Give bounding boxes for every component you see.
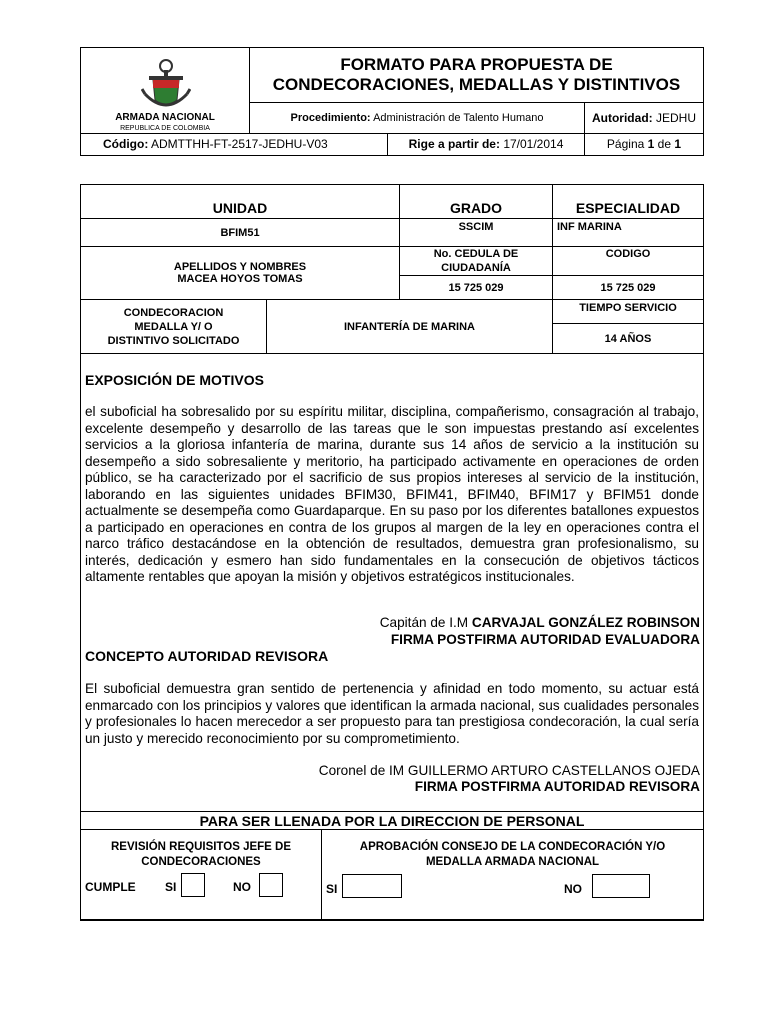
condecoracion-value: INFANTERÍA DE MARINA [267,300,553,354]
cedula-label-line1: No. CEDULA DE [433,248,519,260]
aprobacion-title-line2: MEDALLA ARMADA NACIONAL [425,856,600,868]
effective-value: 17/01/2014 [503,137,564,152]
especialidad-label: ESPECIALIDAD [553,185,704,219]
authority-cell [585,102,704,133]
aprobacion-si-box[interactable] [342,874,402,898]
procedure-label: Procedimiento: [290,111,371,124]
revision-si-label: SI [165,880,177,894]
revision-title-line1: REVISIÓN REQUISITOS JEFE DE [111,841,291,853]
apellidos-value: MACEA HOYOS TOMAS [177,273,303,285]
reviewer-role: FIRMA POSTFIRMA AUTORIDAD REVISORA [414,779,700,794]
code-cell [81,133,388,155]
motivos-text: el suboficial ha sobresalido por su espíritu militar, disciplina, compañerismo, consagración al trabajo, excelente desempeño y desarrollo de las tareas que le son impuestas prestando así excelentes servicios a la gloriosa infantería de marina, durante sus 14 años de servicio a la institución su desempeño a sido sobresaliente y meritorio, ha participado activamente en operaciones de orden público, se ha caracterizado por el sacrificio de sus propios intereses al servicio de la institución, laborando en las siguientes unidades BFIM30, BFIM41, BFIM40, BFIM17 y BFIM51 donde actualmente se desempeña como Guardaparque. En su paso por los diferentes batallones expuestos a participado en operaciones en contra de los grupos al margen de la ley en operaciones contra el narco tráfico destacándose en la obtención de resultados, demuestra gran profesionalismo, su interés, dedicación y esmero han sido fundamentales en la consecución de objetivos tácticos altamente rentables que apoyan la misión y objetivos estratégicos institucionales. [85,404,699,584]
effective-date-cell [388,133,585,155]
page-current: 1 [647,137,655,152]
code-label: Código: [103,137,149,152]
revision-no-checkbox[interactable] [259,873,283,897]
aprobacion-no-box[interactable] [592,874,650,898]
evaluator-rank: Capitán de I.M [379,615,469,630]
concepto-heading: CONCEPTO AUTORIDAD REVISORA [85,648,329,664]
revision-title-line2: CONDECORACIONES [141,856,261,868]
aprobacion-cell [322,830,704,921]
cumple-label: CUMPLE [85,880,136,894]
procedure-cell [250,102,585,133]
authority-value: JEDHU [655,110,696,125]
condecoracion-label-line3: DISTINTIVO SOLICITADO [107,334,240,347]
evaluator-signature-line [380,615,700,630]
codigo-label: CODIGO [553,247,704,276]
org-country: REPUBLICA DE COLOMBIA [120,125,210,132]
authority-label: Autoridad: [591,110,653,125]
revision-cell [81,830,322,921]
page-number-cell [585,133,704,155]
tiempo-value: 14 AÑOS [553,324,704,354]
especialidad-value: INF MARINA [553,219,704,247]
unidad-value: BFIM51 [81,219,400,247]
aprobacion-si-label: SI [326,882,338,896]
condecoracion-label-cell [81,300,267,354]
header-table [80,47,704,156]
effective-label: Rige a partir de: [408,137,500,152]
grado-value: SSCIM [400,219,553,247]
concepto-text: El suboficial demuestra gran sentido de pertenencia y afinidad en todo momento, su actuar está enmarcado con los principios y valores que identifican la armada nacional, sus cualidades personales y profesionales lo hacen merecedor a ser propuesto para tan prestigiosa condecoración, la cual sería un justo y merecido reconocimiento por su comprometimiento. [85,681,699,746]
revision-title [81,840,321,870]
codigo-value: 15 725 029 [553,276,704,300]
title-cell [250,48,704,103]
revision-si-checkbox[interactable] [181,873,205,897]
aprobacion-title-line1: APROBACIÓN CONSEJO DE LA CONDECORACIÓN Y/O [359,841,666,853]
page-word: Página [606,137,645,152]
cedula-label-cell [400,247,553,276]
aprobacion-title [322,840,703,870]
grado-label: GRADO [400,185,553,219]
personal-heading: PARA SER LLENADA POR LA DIRECCION DE PERSONAL [81,812,704,830]
form-title-line2: CONDECORACIONES, MEDALLAS Y DISTINTIVOS [272,74,681,94]
form-title-line1: FORMATO PARA PROPUESTA DE [340,54,613,74]
apellidos-label: APELLIDOS Y NOMBRES [173,261,307,273]
cedula-value: 15 725 029 [400,276,553,300]
code-value: ADMTTHH-FT-2517-JEDHU-V03 [151,137,328,152]
armada-nacional-logo [141,56,191,112]
page-of: de [657,137,672,152]
tiempo-label: TIEMPO SERVICIO [553,300,704,324]
apellidos-cell [81,247,400,300]
reviewer-signature-line: Coronel de IM GUILLERMO ARTURO CASTELLANOS OJEDA [318,763,700,778]
motivos-heading: EXPOSICIÓN DE MOTIVOS [85,372,264,388]
evaluator-name: CARVAJAL GONZÁLEZ ROBINSON [471,615,700,630]
info-table [80,184,704,354]
personal-table [80,811,704,921]
org-name: ARMADA NACIONAL [115,112,215,123]
condecoracion-label-line2: MEDALLA Y/ O [134,320,213,333]
aprobacion-no-label: NO [564,882,582,896]
evaluator-role: FIRMA POSTFIRMA AUTORIDAD EVALUADORA [390,632,700,647]
cedula-label-line2: CIUDADANÍA [441,262,511,274]
unidad-label: UNIDAD [81,185,400,219]
procedure-value: Administración de Talento Humano [373,111,544,124]
logo-cell [81,48,250,134]
condecoracion-label-line1: CONDECORACION [123,306,224,319]
page-total: 1 [674,137,682,152]
revision-no-label: NO [233,880,251,894]
